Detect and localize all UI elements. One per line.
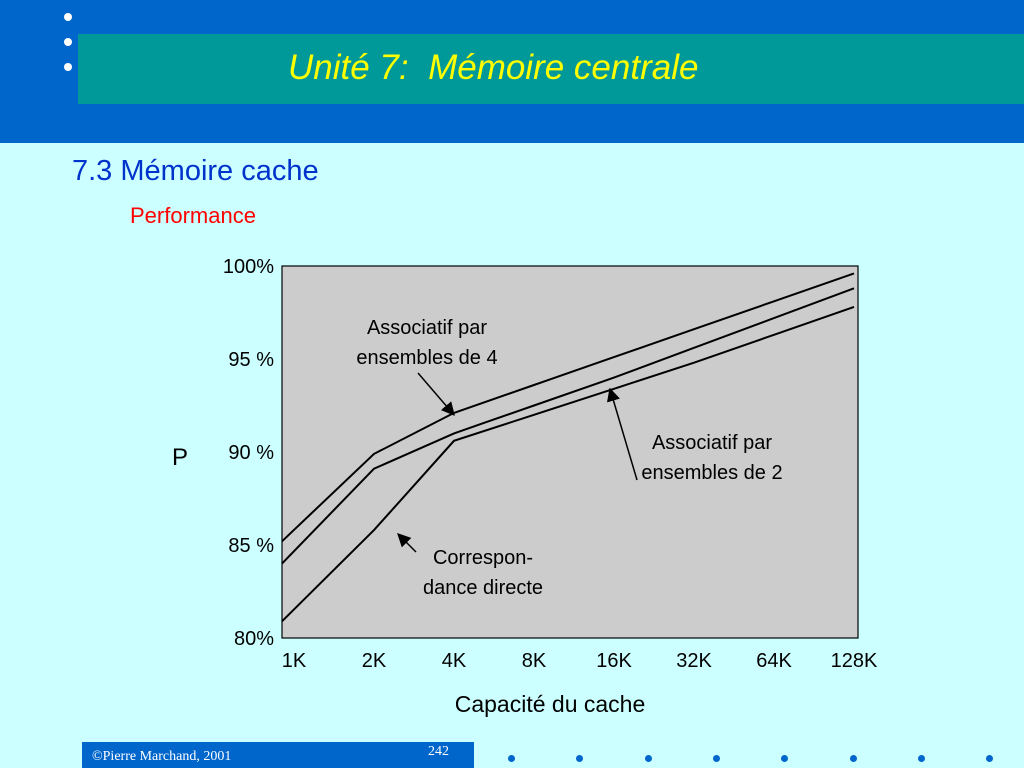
y-axis-label: P [171,444,189,471]
x-tick-label: 4K [441,650,467,672]
x-tick-label: 2K [361,650,387,672]
footer-dot-icon [713,755,720,762]
annotation-label: Correspon-dance directe [422,547,544,599]
x-tick-label: 128K [830,650,878,672]
footer-dot-icon [850,755,857,762]
y-tick-label: 90 % [228,442,274,464]
annotation-label: Associatif par ensembles de 4 [356,317,498,369]
y-tick-label: 100% [222,256,274,278]
footer-dot-icon [986,755,993,762]
annotation-label: Associatif par ensembles de 2 [641,432,783,484]
footer-dot-icon [781,755,788,762]
x-axis-label: Capacité du cache [454,691,646,717]
footer-dot-icon [576,755,583,762]
footer-copyright: ©Pierre Marchand, 2001 [92,749,232,764]
slide-title: Unité 7: Mémoire centrale [288,48,699,87]
footer-dot-icon [918,755,925,762]
x-tick-label: 1K [281,650,307,672]
x-tick-label: 32K [676,650,712,672]
x-tick-label: 64K [756,650,792,672]
section-subheading: Performance [130,203,256,228]
y-tick-label: 80% [233,628,274,650]
page-number: 242 [428,744,449,759]
section-heading: 7.3 Mémoire cache [72,155,319,187]
footer-dot-icon [508,755,515,762]
x-tick-label: 16K [596,650,632,672]
footer-dot-icon [645,755,652,762]
x-tick-label: 8K [521,650,547,672]
y-tick-label: 85 % [228,535,274,557]
y-tick-label: 95 % [228,349,274,371]
